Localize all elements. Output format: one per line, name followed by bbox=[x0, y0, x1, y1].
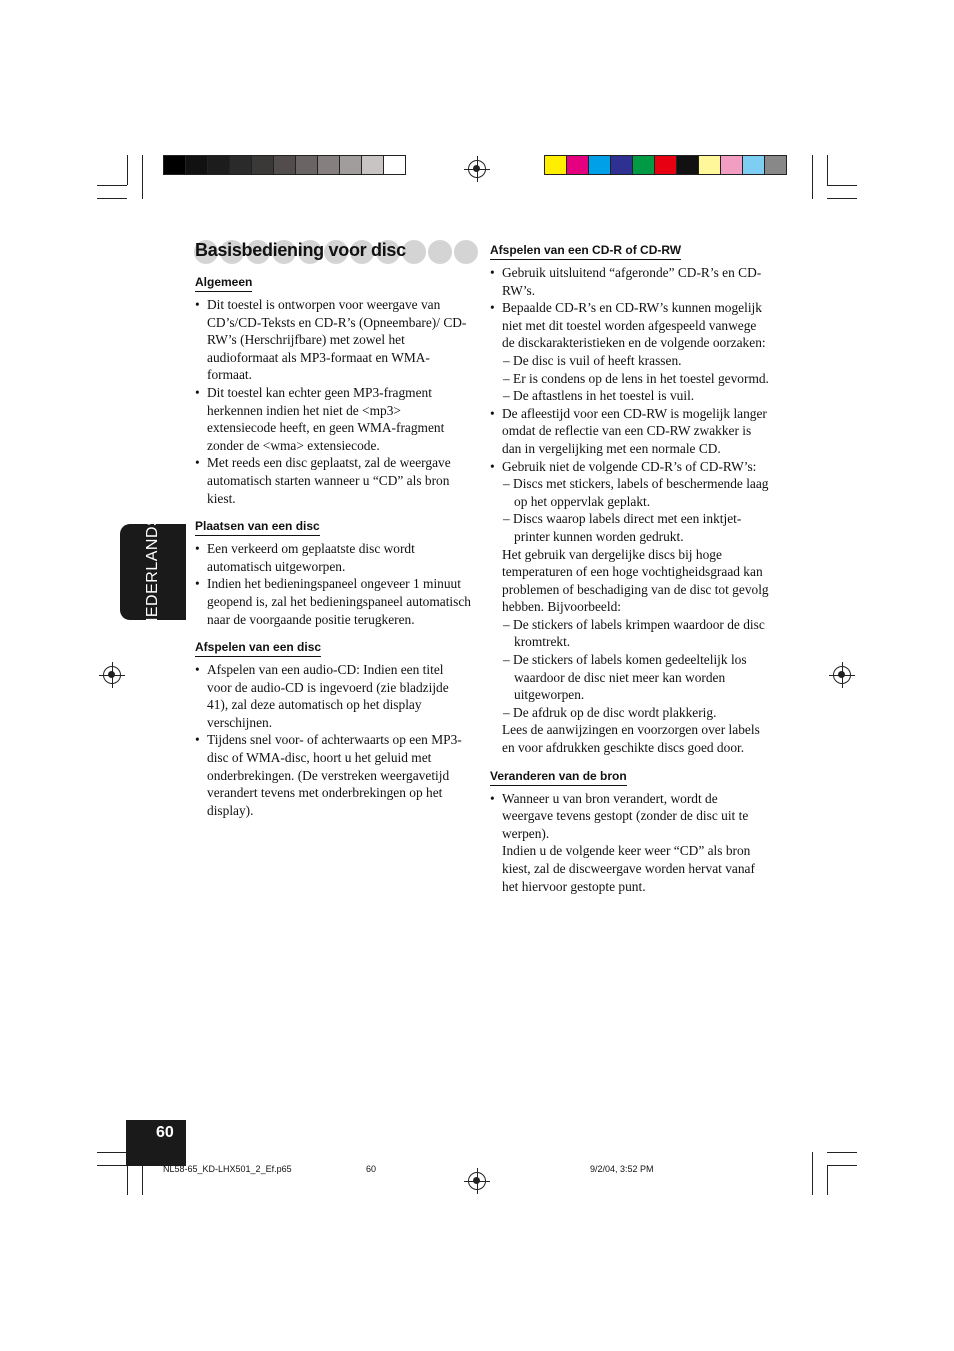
crop-mark bbox=[827, 1165, 828, 1195]
section-list bbox=[195, 296, 471, 507]
calibration-swatch bbox=[764, 155, 787, 175]
section-heading: Afspelen van een CD-R of CD-RW bbox=[490, 242, 681, 260]
footer-date: 9/2/04, 3:52 PM bbox=[590, 1164, 654, 1174]
dash-item: – De disc is vuil of heeft krassen. bbox=[503, 352, 682, 368]
crop-mark bbox=[827, 198, 857, 199]
section-list bbox=[195, 661, 471, 819]
bullet-item: • Een verkeerd om geplaatste disc wordt automatisch uitgeworpen. bbox=[195, 540, 471, 575]
crop-mark bbox=[97, 198, 127, 199]
section-plaatsen bbox=[195, 517, 471, 628]
calibration-swatch bbox=[207, 155, 230, 175]
footer-file: NL58-65_KD-LHX501_2_Ef.p65 bbox=[163, 1164, 292, 1174]
crop-mark bbox=[812, 155, 813, 199]
calibration-swatch bbox=[361, 155, 384, 175]
calibration-swatch bbox=[317, 155, 340, 175]
section-afspelen bbox=[195, 638, 471, 819]
section-list bbox=[195, 540, 471, 628]
page-number-box bbox=[126, 1120, 186, 1166]
left-column bbox=[195, 273, 471, 829]
calibration-swatch bbox=[632, 155, 655, 175]
section-heading: Algemeen bbox=[195, 274, 252, 292]
calibration-swatch bbox=[339, 155, 362, 175]
language-tab-label: NEDERLANDS bbox=[144, 514, 161, 630]
crop-mark bbox=[142, 155, 143, 199]
bullet-item: • Afspelen van een audio-CD: Indien een titel voor de audio-CD is ingevoerd (zie bladzijde 41), zal deze automatisch op het display verschijnen. bbox=[195, 661, 471, 731]
calibration-swatch bbox=[544, 155, 567, 175]
dash-item: – De afdruk op de disc wordt plakkerig. bbox=[503, 704, 717, 720]
registration-mark-icon bbox=[103, 666, 121, 684]
paragraph-item: Lees de aanwijzingen en voorzorgen over labels en voor afdrukken geschikte discs goed door. bbox=[502, 722, 760, 756]
crop-mark bbox=[812, 1152, 813, 1195]
calibration-swatch bbox=[229, 155, 252, 175]
dash-item: – De aftastlens in het toestel is vuil. bbox=[503, 388, 695, 404]
calibration-swatch bbox=[295, 155, 318, 175]
calibration-swatch bbox=[588, 155, 611, 175]
section-algemeen bbox=[195, 273, 471, 507]
dash-item: – De stickers of labels krimpen waardoor de disc kromtrekt. bbox=[503, 616, 765, 650]
bullet-item: • Dit toestel kan echter geen MP3-fragment herkennen indien het niet de <mp3> extensiecode heeft, en geen WMA-fragment zonder de <wma> extensiecode. bbox=[195, 384, 471, 454]
crop-mark bbox=[127, 155, 128, 185]
bullet-item: • Tijdens snel voor- of achterwaarts op een MP3-disc of WMA-disc, hoort u het geluid met onderbrekingen. (De verstreken weergavetijd verandert tevens met onderbrekingen op het display). bbox=[195, 731, 471, 819]
calibration-swatch bbox=[273, 155, 296, 175]
bullet-item: • Gebruik niet de volgende CD-R’s of CD-RW’s: bbox=[490, 458, 770, 476]
section-list bbox=[490, 790, 770, 896]
section-list bbox=[490, 264, 770, 757]
paragraph-item: Indien u de volgende keer weer “CD” als bron kiest, zal de discweergave worden hervat vanaf het hiervoor gestopte punt. bbox=[502, 843, 755, 894]
calibration-swatch bbox=[163, 155, 186, 175]
section-heading: Afspelen van een disc bbox=[195, 639, 321, 657]
bullet-item: • Wanneer u van bron verandert, wordt de weergave tevens gestopt (zonder de disc uit te werpen). bbox=[490, 790, 770, 843]
section-bron bbox=[490, 767, 770, 896]
language-tab bbox=[120, 514, 186, 630]
dash-item: – Er is condens op de lens in het toestel gevormd. bbox=[503, 370, 769, 386]
crop-mark bbox=[97, 1152, 127, 1153]
grayscale-calibration-bar bbox=[164, 155, 406, 175]
section-cdr bbox=[490, 241, 770, 757]
section-heading: Veranderen van de bron bbox=[490, 768, 627, 786]
dash-item: – Discs met stickers, labels of beschermende laag op het oppervlak geplakt. bbox=[503, 476, 769, 509]
crop-mark bbox=[827, 1152, 857, 1153]
calibration-swatch bbox=[251, 155, 274, 175]
calibration-swatch bbox=[654, 155, 677, 175]
paragraph-item: Het gebruik van dergelijke discs bij hoge temperaturen of een hoge vochtigheidsgraad kan problemen of beschadiging van de disc tot gevolg hebben. Bijvoorbeeld: bbox=[502, 546, 769, 615]
footer-page: 60 bbox=[366, 1164, 377, 1174]
calibration-swatch bbox=[383, 155, 406, 175]
crop-mark bbox=[827, 155, 828, 185]
page-title: Basisbediening voor disc bbox=[195, 240, 406, 260]
crop-mark bbox=[827, 185, 857, 186]
page-number: 60 bbox=[156, 1124, 174, 1141]
registration-mark-icon bbox=[468, 1172, 486, 1190]
bullet-item: • Gebruik uitsluitend “afgeronde” CD-R’s en CD-RW’s. bbox=[490, 264, 770, 299]
bullet-item: • Bepaalde CD-R’s en CD-RW’s kunnen mogelijk niet met dit toestel worden afgespeeld vanwege de disckarakteristieken en de volgende oorzaken: bbox=[490, 299, 770, 352]
calibration-swatch bbox=[566, 155, 589, 175]
bullet-item: • Met reeds een disc geplaatst, zal de weergave automatisch starten wanneer u “CD” als bron kiest. bbox=[195, 454, 471, 507]
crop-mark bbox=[827, 1165, 857, 1166]
bullet-item: • De afleestijd voor een CD-RW is mogelijk langer omdat de reflectie van een CD-RW zwakker is dan in vergelijking met een normale CD. bbox=[490, 405, 770, 458]
dash-item: – De stickers of labels komen gedeeltelijk los waardoor de disc niet meer kan worden uitgeworpen. bbox=[503, 652, 747, 703]
color-calibration-bar bbox=[545, 155, 787, 175]
crop-mark bbox=[97, 185, 127, 186]
dash-item: – Discs waarop labels direct met een inktjet-printer kunnen worden gedrukt. bbox=[503, 511, 742, 544]
section-heading: Plaatsen van een disc bbox=[195, 518, 320, 536]
right-column bbox=[490, 241, 770, 905]
registration-mark-icon bbox=[468, 160, 486, 178]
crop-mark bbox=[97, 1165, 127, 1166]
bullet-item: • Indien het bedieningspaneel ongeveer 1 minuut geopend is, zal het bedieningspaneel automatisch naar de voorgaande positie terugkeren. bbox=[195, 575, 471, 628]
registration-mark-icon bbox=[833, 666, 851, 684]
calibration-swatch bbox=[698, 155, 721, 175]
crop-mark bbox=[127, 1165, 128, 1195]
calibration-swatch bbox=[676, 155, 699, 175]
bullet-item: • Dit toestel is ontworpen voor weergave van CD’s/CD-Teksts en CD-R’s (Opneembare)/ CD-RW’s (Herschrijfbare) met zowel het audioformaat als MP3-formaat en WMA-formaat. bbox=[195, 296, 471, 384]
calibration-swatch bbox=[185, 155, 208, 175]
calibration-swatch bbox=[610, 155, 633, 175]
calibration-swatch bbox=[720, 155, 743, 175]
calibration-swatch bbox=[742, 155, 765, 175]
